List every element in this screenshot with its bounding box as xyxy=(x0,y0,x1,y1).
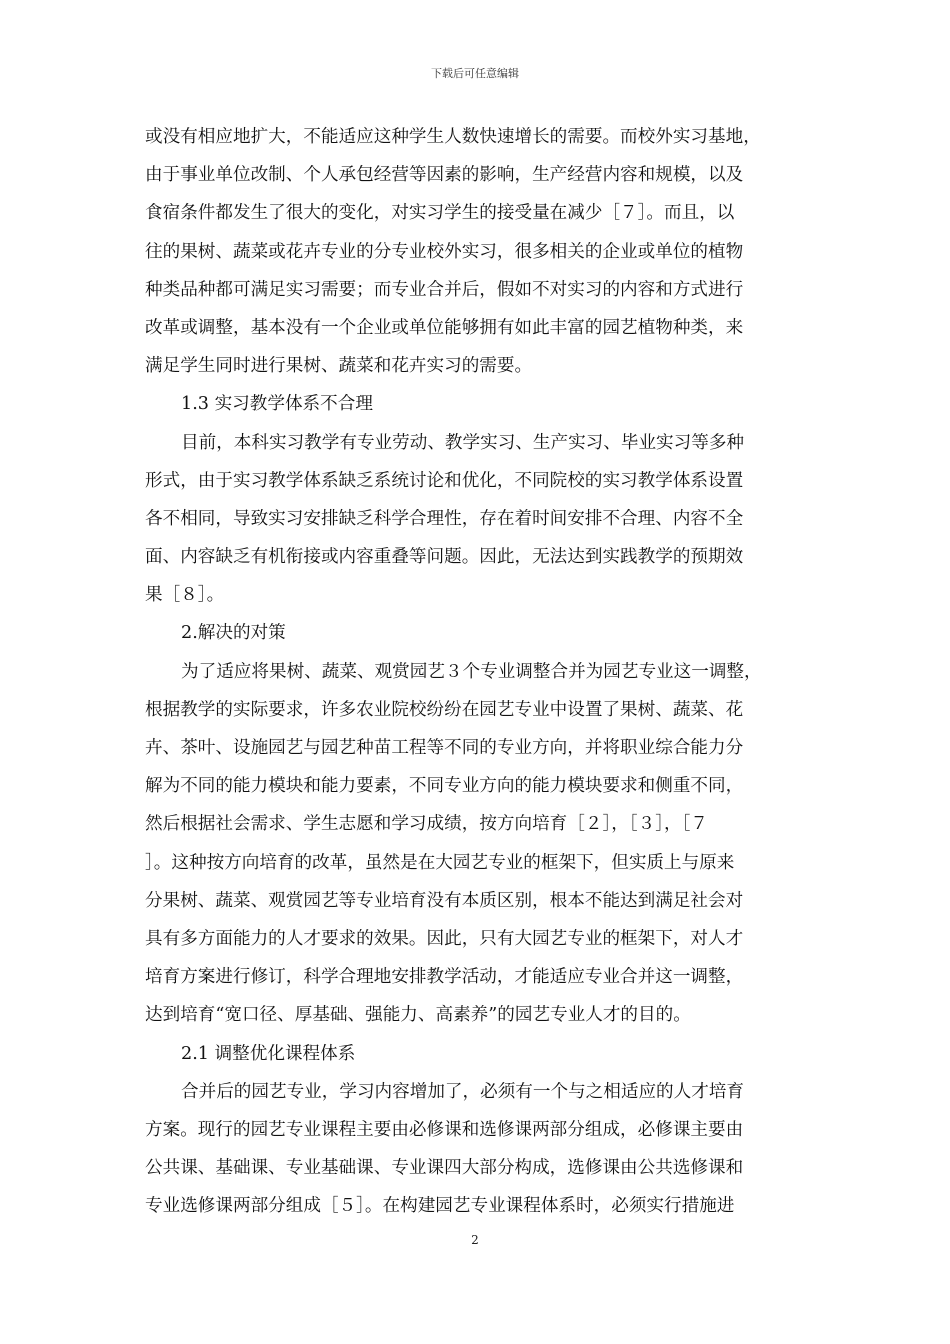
paragraph-line: 具有多方面能力的人才要求的效果。因此，只有大园艺专业的框架下，对人才 xyxy=(145,928,744,949)
paragraph-line: 形式，由于实习教学体系缺乏系统讨论和优化，不同院校的实习教学体系设置 xyxy=(145,470,744,491)
paragraph-line: 各不相同，导致实习安排缺乏科学合理性，存在着时间安排不合理、内容不全 xyxy=(145,508,744,529)
paragraph-line: 解为不同的能力模块和能力要素，不同专业方向的能力模块要求和侧重不同， xyxy=(145,776,744,797)
paragraph-line: 食宿条件都发生了很大的变化，对实习学生的接受量在减少［７］。而且，以 xyxy=(145,203,735,224)
paragraph-line: 卉、茶叶、设施园艺与园艺种苗工程等不同的专业方向，并将职业综合能力分 xyxy=(145,738,744,758)
paragraph-line: 或没有相应地扩大，不能适应这种学生人数快速增长的需要。而校外实习基地， xyxy=(145,127,761,147)
document-body xyxy=(145,118,807,1225)
paragraph-line: 目前，本科实习教学有专业劳动、教学实习、生产实习、毕业实习等多种 xyxy=(181,432,745,453)
section-heading: 2.1 调整优化课程体系 xyxy=(181,1043,356,1064)
paragraph-line: 为了适应将果树、蔬菜、观赏园艺３个专业调整合并为园艺专业这一调整， xyxy=(181,661,762,682)
paragraph-line: 满足学生同时进行果树、蔬菜和花卉实习的需要。 xyxy=(145,356,533,377)
section-heading: 2.解决的对策 xyxy=(181,623,286,644)
page-header: 下载后可任意编辑 xyxy=(431,67,519,80)
paragraph-line: 果［８］。 xyxy=(145,585,225,606)
paragraph-line: 改革或调整，基本没有一个企业或单位能够拥有如此丰富的园艺植物种类，来 xyxy=(145,317,744,338)
paragraph-line: 合并后的园艺专业，学习内容增加了，必须有一个与之相适应的人才培育 xyxy=(181,1081,745,1102)
paragraph-line: 分果树、蔬菜、观赏园艺等专业培育没有本质区别，根本不能达到满足社会对 xyxy=(145,890,744,911)
page-number: 2 xyxy=(471,1233,479,1247)
paragraph-line: 面、内容缺乏有机衔接或内容重叠等问题。因此，无法达到实践教学的预期效 xyxy=(145,547,744,568)
paragraph-line: 达到培育“宽口径、厚基础、强能力、高素养”的园艺专业人才的目的。 xyxy=(145,1005,691,1026)
section-heading: 1.3 实习教学体系不合理 xyxy=(181,394,373,415)
paragraph-line: 然后根据社会需求、学生志愿和学习成绩，按方向培育［２］，［３］，［７ xyxy=(145,814,708,835)
paragraph-line: 种类品种都可满足实习需要；而专业合并后，假如不对实习的内容和方式进行 xyxy=(145,279,744,300)
paragraph-line: 由于事业单位改制、个人承包经营等因素的影响，生产经营内容和规模，以及 xyxy=(145,165,744,186)
paragraph-line: 根据教学的实际要求，许多农业院校纷纷在园艺专业中设置了果树、蔬菜、花 xyxy=(145,699,744,720)
paragraph-line: 往的果树、蔬菜或花卉专业的分专业校外实习，很多相关的企业或单位的植物 xyxy=(145,241,744,262)
paragraph-line: 培育方案进行修订，科学合理地安排教学活动，才能适应专业合并这一调整， xyxy=(145,967,744,988)
paragraph-line: ］。这种按方向培育的改革，虽然是在大园艺专业的框架下，但实质上与原来 xyxy=(145,852,735,873)
paragraph-line: 公共课、基础课、专业基础课、专业课四大部分构成，选修课由公共选修课和 xyxy=(145,1158,744,1179)
paragraph-line: 方案。现行的园艺专业课程主要由必修课和选修课两部分组成，必修课主要由 xyxy=(145,1119,744,1140)
paragraph-line: 专业选修课两部分组成［５］。在构建园艺专业课程体系时，必须实行措施进 xyxy=(145,1196,735,1217)
